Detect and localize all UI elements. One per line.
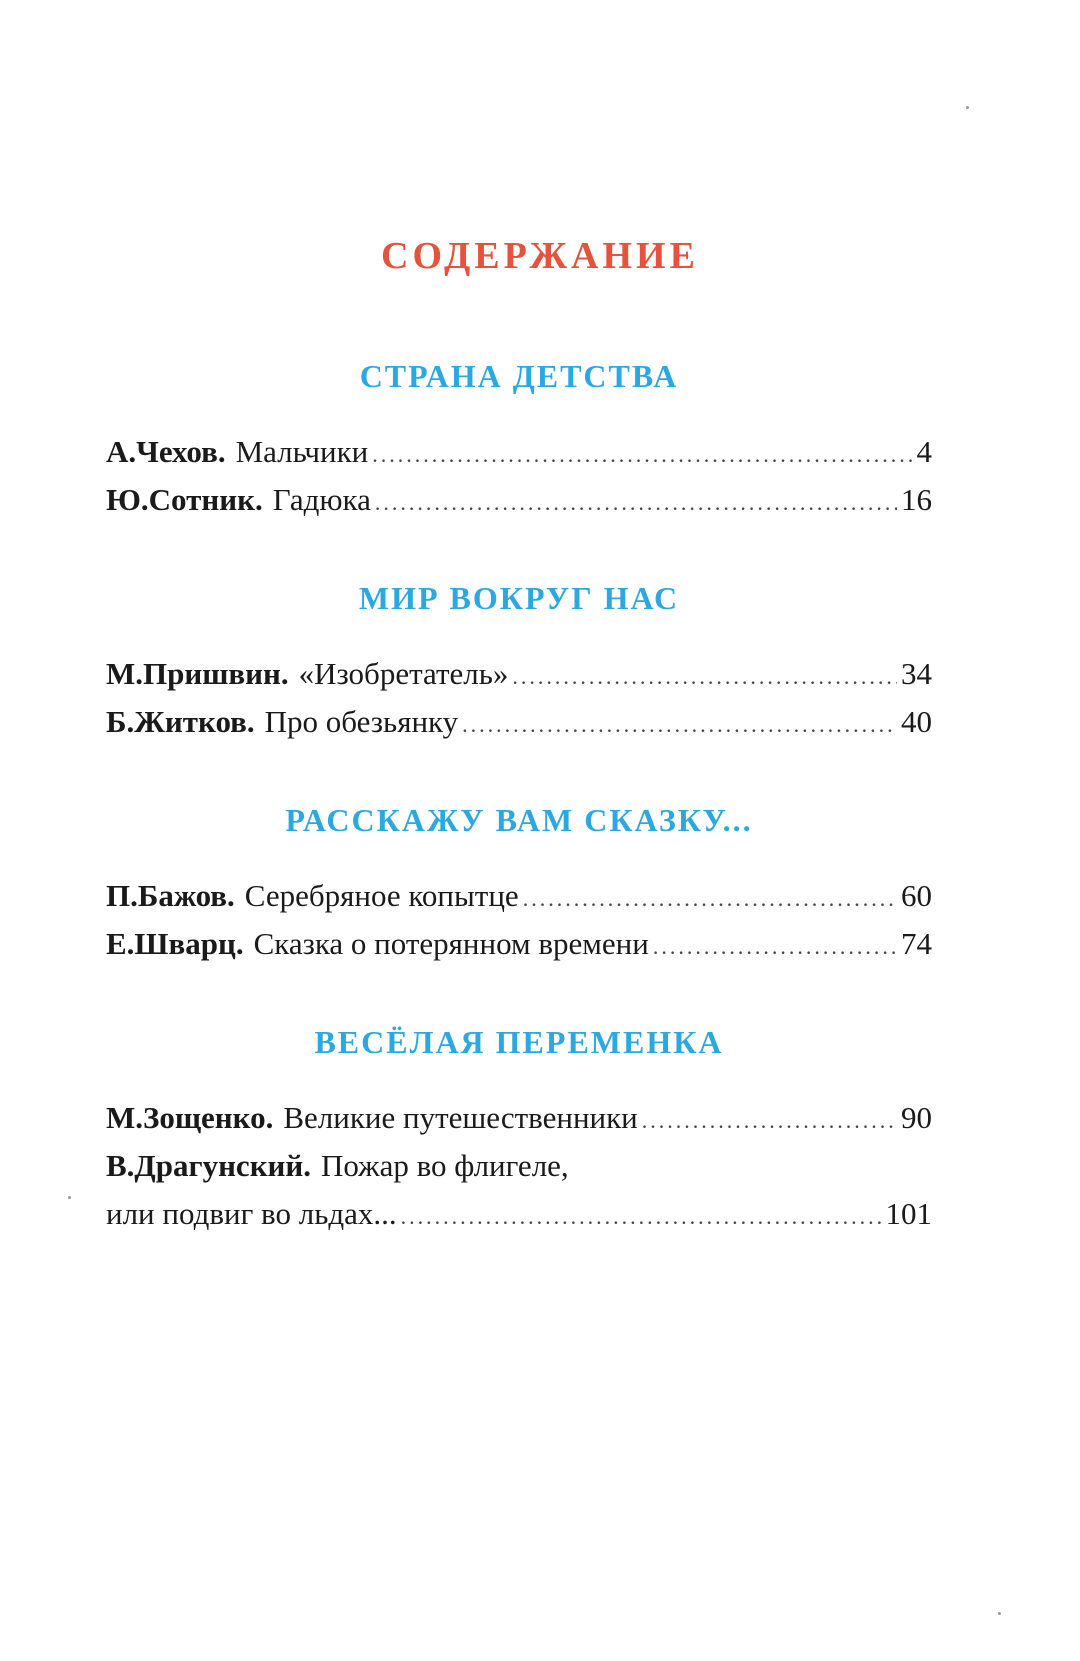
page-title: СОДЕРЖАНИЕ [381, 235, 699, 277]
dot-leader [462, 701, 897, 749]
section-heading: ВЕСЁЛАЯ ПЕРЕМЕНКА [314, 1024, 724, 1060]
section-heading: РАССКАЖУ ВАМ СКАЗКУ... [285, 802, 753, 838]
entry-page-number: 4 [916, 434, 932, 469]
entry-author: А.Чехов. [106, 434, 226, 469]
entry-page-number: 101 [885, 1196, 932, 1231]
toc-entry[interactable] [106, 650, 932, 698]
scan-speck [998, 1612, 1001, 1615]
dot-leader [372, 431, 912, 479]
entry-author: В.Драгунский. [106, 1148, 312, 1183]
entry-page-number: 16 [901, 482, 932, 517]
dot-leader [653, 923, 897, 971]
section-heading: МИР ВОКРУГ НАС [358, 580, 680, 616]
entry-title-line1: Пожар во флигеле, [321, 1148, 569, 1183]
entry-page-number: 74 [901, 926, 932, 961]
toc-entry[interactable] [106, 920, 932, 968]
entry-title-line2: или подвиг во льдах... [106, 1196, 397, 1231]
dot-leader [375, 479, 897, 527]
entry-author: Е.Шварц. [106, 926, 244, 961]
entry-author: М.Зощенко. [106, 1100, 274, 1135]
entry-page-number: 60 [901, 878, 932, 913]
entry-page-number: 90 [901, 1100, 932, 1135]
entry-title: Гадюка [272, 482, 371, 517]
entry-first-line [106, 1142, 932, 1190]
section-mir-vokrug-nas [106, 578, 932, 746]
entry-title: Про обезьянку [264, 704, 459, 739]
entry-author: П.Бажов. [106, 878, 235, 913]
section-veselaya-peremenka [106, 1022, 932, 1238]
toc-entry[interactable] [106, 428, 932, 476]
toc-entry[interactable] [106, 476, 932, 524]
entry-title: Великие путешественники [283, 1100, 638, 1135]
toc-entry[interactable] [106, 872, 932, 920]
section-heading: СТРАНА ДЕТСТВА [359, 358, 679, 394]
scan-speck [966, 106, 969, 109]
entry-page-number: 34 [901, 656, 932, 691]
entry-author: Б.Житков. [106, 704, 255, 739]
entry-title: Сказка о потерянном времени [253, 926, 649, 961]
entry-second-line [106, 1190, 932, 1238]
toc-entry[interactable] [106, 1142, 932, 1238]
toc-entry[interactable] [106, 698, 932, 746]
entry-title: Серебряное копытце [244, 878, 519, 913]
entry-author: М.Пришвин. [106, 656, 289, 691]
scan-speck [68, 1196, 71, 1199]
dot-leader [512, 653, 897, 701]
dot-leader [642, 1097, 897, 1145]
entry-page-number: 40 [901, 704, 932, 739]
toc-entry[interactable] [106, 1094, 932, 1142]
entry-title: Мальчики [235, 434, 369, 469]
section-rasskazhu-vam-skazku [106, 800, 932, 968]
entry-author: Ю.Сотник. [106, 482, 263, 517]
entry-title: «Изобретатель» [298, 656, 509, 691]
dot-leader [401, 1193, 882, 1241]
section-strana-detstva [106, 356, 932, 524]
dot-leader [523, 875, 897, 923]
